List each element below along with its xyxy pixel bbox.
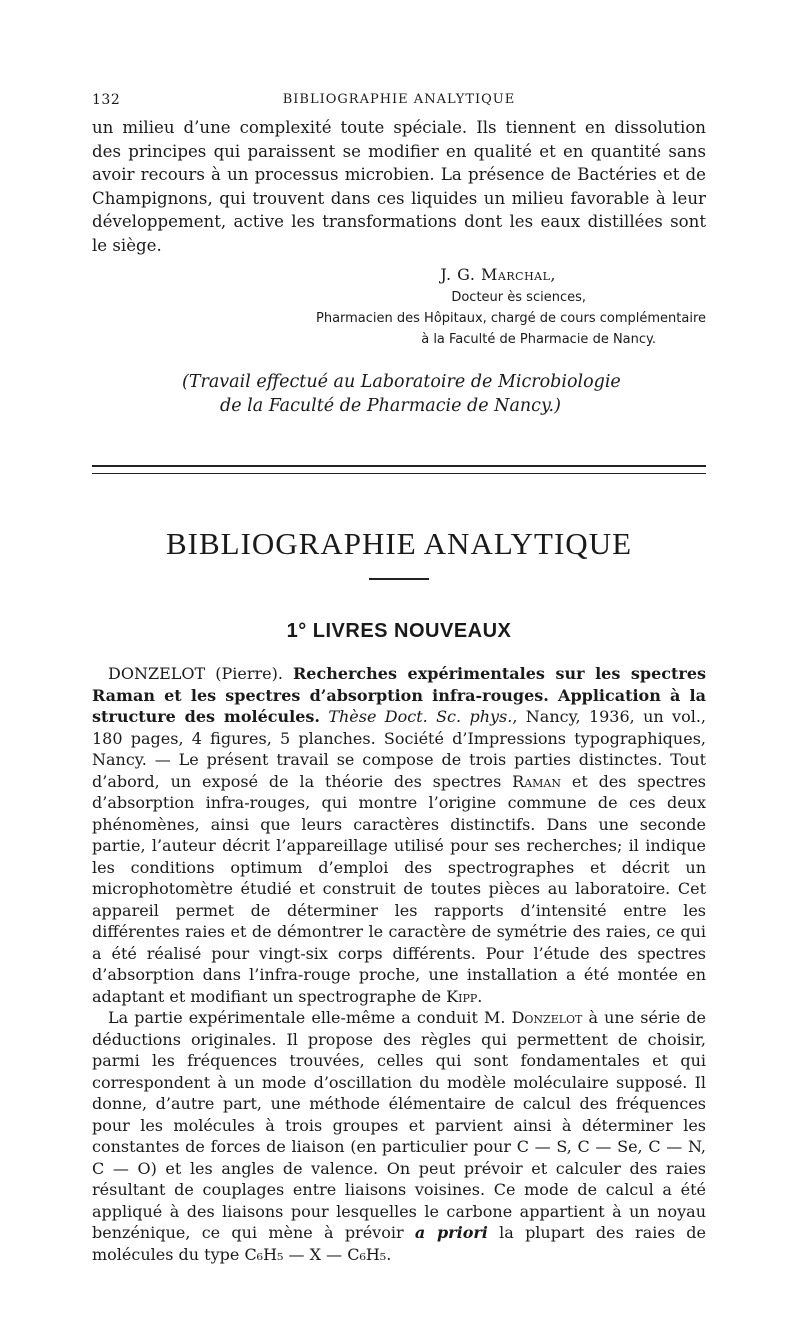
lab-note [92,370,706,418]
review-paragraph-2 [92,1007,706,1265]
review-p1-end: . [477,986,483,1006]
review-author: DONZELOT (Pierre). [108,664,293,683]
author-title-1: Docteur ès sciences, [451,290,586,305]
title-underline [369,578,429,580]
review-p2-start: La partie expérimentale elle-même a conduit M. [108,1008,512,1027]
lab-note-line-1: (Travail effectué au Laboratoire de Microbiologie [182,372,621,392]
page-number: 132 [92,92,121,108]
running-title: BIBLIOGRAPHIE ANALYTIQUE [282,92,516,107]
section-title: 1° LIVRES NOUVEAUX [286,620,512,642]
review-raman: Raman [512,771,561,791]
review-a-priori: a priori [414,1223,488,1242]
author-title-3: à la Faculté de Pharmacie de Nancy. [421,332,656,347]
main-title: BIBLIOGRAPHIE ANALYTIQUE [165,526,633,561]
review-p2-end: la plupart des raies de molécules du type C₆H₅ — X — C₆H₅. [92,1223,706,1264]
author-signature [92,263,706,287]
author-initials: J. G. [440,265,482,284]
review-p2-rest: à une série de déductions originales. Il propose des règles qui permettent de choisir, parmi les fréquences trouvées, celles qui sont fondamentales et qui correspondent à un mode d’oscillation du modèle moléculaire supposé. Il donne, d’autre part, une méthode élémentaire de calcul des fréquences pour les molécules à trois groupes et parvient ainsi à déterminer les constantes de forces de liaison (en particulier pour C — S, C — Se, C — N, C — O) et les angles de valence. On peut prévoir et calculer des raies résultant de couplages entre liaisons voisines. Ce mode de calcul a été appliqué à des liaisons pour lesquelles le carbone appartient à un noyau benzénique, ce qui mène à prévoir [92,1008,706,1242]
review-donzelot: Donzelot [511,1008,583,1027]
lab-note-line-2: de la Faculté de Pharmacie de Nancy.) [220,396,561,416]
review-p1-rest: et des spectres d’absorption infra-rouges, qui montre l’origine commune de ces deux phénomènes, ainsi que leurs caractères distinctifs. Dans une seconde partie, l’auteur décrit l’appareillage utilisé pour ses recherches; il indique les conditions optimum d’emploi des spectrographes et décrit un microphotomètre étudié et construit de toutes pièces au laboratoire. Cet appareil permet de déterminer les rapports d’intensité entre les différentes raies et de démontrer le caractère de symétrie des raies, ce qui a été réalisé pour vingt-six corps différents. Pour l’étude des spectres d’absorption dans l’infra-rouge proche, une installation a été montée en adaptant et modifiant un spectrographe de [92,771,707,1006]
review-book-title: Recherches expérimentales sur les spectres Raman et les spectres d’absorption infra-rouges. Application à la structure des molécules. [92,664,706,726]
book-review [92,663,706,1265]
author-title-2: Pharmacien des Hôpitaux, chargé de cours complémentaire [315,311,706,326]
running-header [92,92,706,116]
page [92,92,706,1265]
review-thesis: Thèse Doct. Sc. phys. [319,707,513,726]
double-rule-divider [92,465,706,474]
signature-block [92,263,706,350]
review-paragraph-1 [92,663,706,1007]
intro-paragraph: un milieu d’une complexité toute spéciale. Ils tiennent en dissolution des principes qui paraissent se modifier en qualité et en quantité sans avoir recours à un processus microbien. La présence de Bactéries et de Champignons, qui trouvent dans ces liquides un milieu favorable à leur développement, active les transformations dont les eaux distillées sont le siège. [92,118,706,255]
review-kipp: Kipp [446,986,478,1006]
author-surname: Marchal, [481,265,556,284]
review-pub-details: , Nancy, 1936, un vol., 180 pages, 4 figures, 5 planches. Société d’Impressions typographiques, Nancy. — Le présent travail se compose de trois parties distinctes. Tout d’abord, un exposé de la théorie des spectres [92,707,707,791]
